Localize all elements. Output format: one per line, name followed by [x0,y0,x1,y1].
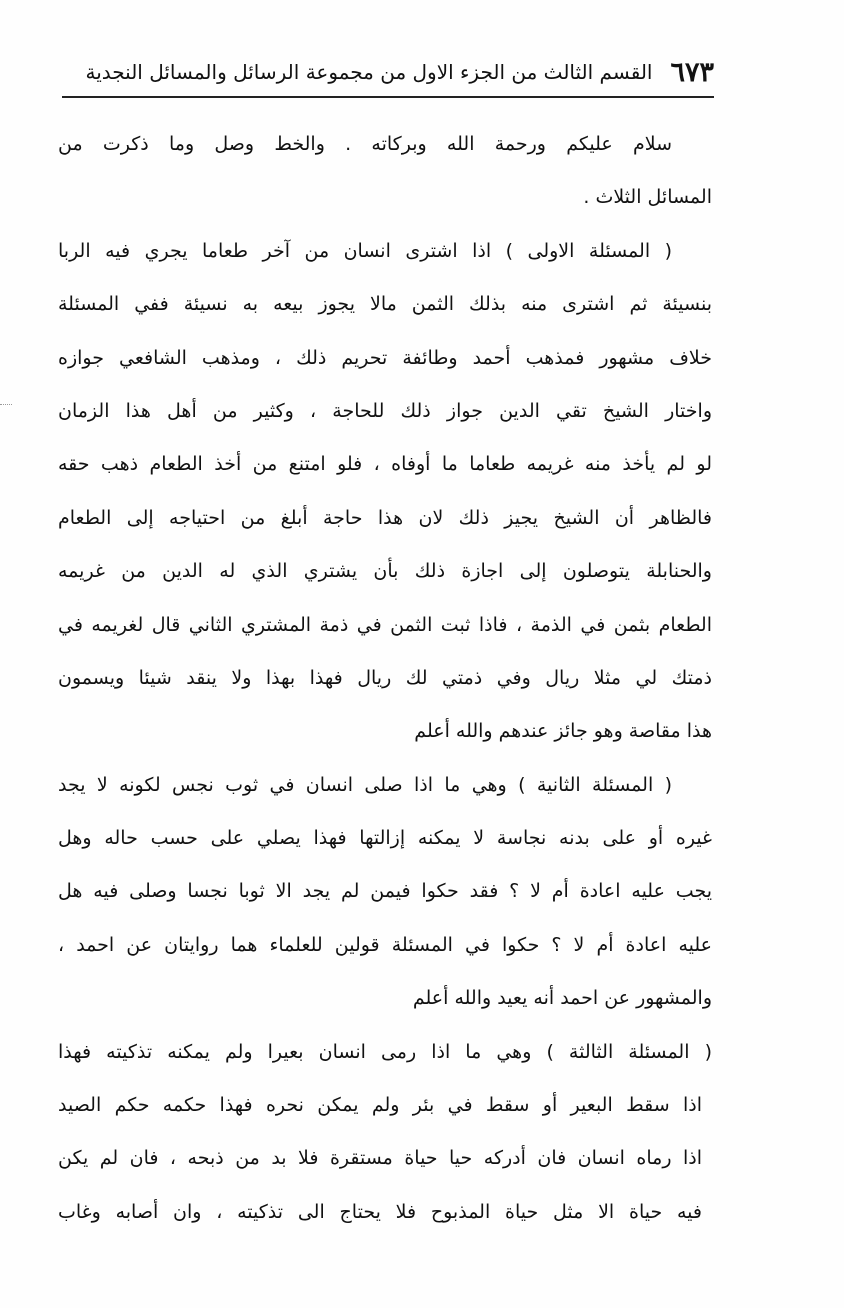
margin-mark [0,404,12,405]
running-title: القسم الثالث من الجزء الاول من مجموعة الرسائل والمسائل النجدية [85,60,653,84]
text-line: اذا رماه انسان فان أدركه حيا حياة مستقرة فلا بد من ذبحه ، فان لم يكن [58,1147,702,1170]
text-line: هذا مقاصة وهو جائز عندهم والله أعلم [414,720,712,743]
text-line: غيره أو على بدنه نجاسة لا يمكنه إزالتها فهذا يصلي على حسب حاله وهل [58,827,712,850]
text-line: يجب عليه اعادة أم لا ؟ فقد حكوا فيمن لم يجد الا ثوبا نجسا وصلى فيه هل [58,880,712,903]
text-line: الطعام بثمن في الذمة ، فاذا ثبت الثمن في ذمة المشتري الثاني قال لغريمه في [58,613,712,636]
text-line: واختار الشيخ تقي الدين جواز ذلك للحاجة ، وكثير من أهل هذا الزمان [58,399,712,422]
text-line: ( المسئلة الثانية ) وهي ما اذا صلى انسان في ثوب نجس لكونه لا يجد [58,773,672,796]
text-line: بنسيئة ثم اشترى منه بذلك الثمن مالا يجوز بيعه به نسيئة ففي المسئلة [58,293,712,316]
text-line: والمشهور عن احمد أنه يعيد والله أعلم [412,987,712,1010]
text-line: عليه اعادة أم لا ؟ حكوا في المسئلة قولين للعلماء هما روايتان عن احمد ، [58,933,712,956]
page-number: ٦٧٣ [670,56,714,88]
text-line: ( المسئلة الثالثة ) وهي ما اذا رمى انسان بعيرا ولم يمكنه تذكيته فهذا [58,1040,712,1063]
text-line: المسائل الثلاث . [583,186,712,209]
body-text [58,118,712,1239]
text-line: ( المسئلة الاولى ) اذا اشترى انسان من آخر طعاما يجري فيه الربا [58,239,672,262]
text-line: فالظاهر أن الشيخ يجيز ذلك لان هذا حاجة أبلغ من احتياجه إلى الطعام [58,506,712,529]
text-line: خلاف مشهور فمذهب أحمد وطائفة تحريم ذلك ، ومذهب الشافعي جوازه [58,346,712,369]
text-line: ذمتك لي مثلا ريال وفي ذمتي لك ريال فهذا بهذا ولا ينقد شيئا ويسمون [58,666,712,689]
text-line: والحنابلة يتوصلون إلى اجازة ذلك بأن يشتري الذي له الدين من غريمه [58,560,712,583]
page-header [62,52,714,92]
text-line: فيه حياة الا مثل حياة المذبوح فلا يحتاج الى تذكيته ، وان أصابه وغاب [58,1200,702,1223]
text-line: اذا سقط البعير أو سقط في بئر ولم يمكن نحره فهذا حكمه حكم الصيد [58,1094,702,1117]
header-divider [62,96,714,98]
text-line: سلام عليكم ورحمة الله وبركاته . والخط وصل وما ذكرت من [58,133,672,155]
text-line: لو لم يأخذ منه غريمه طعاما ما أوفاه ، فلو امتنع من أخذ الطعام ذهب حقه [58,453,712,476]
